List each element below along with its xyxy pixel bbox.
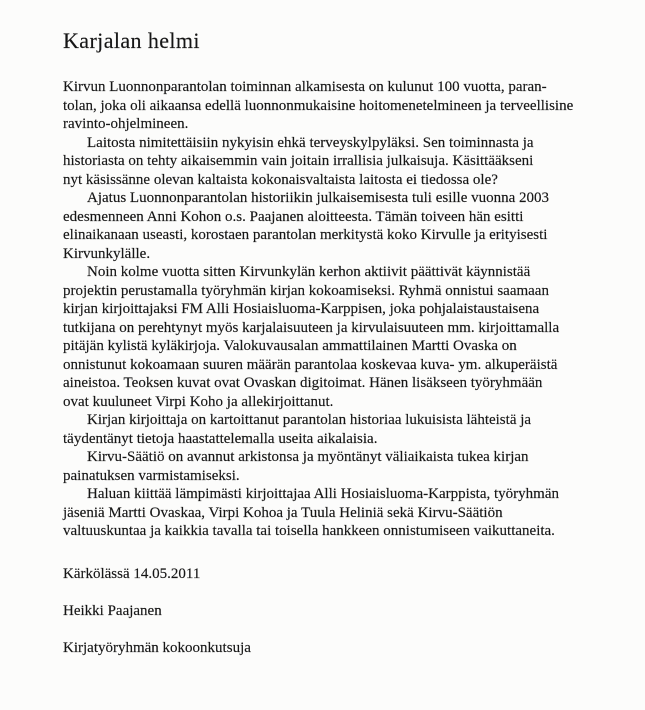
text-line: Kirvunkylälle. [63, 245, 151, 262]
text-line: elinaikanaan useasti, korostaen parantolan merkitystä koko Kirvulle ja erityisesti [63, 227, 548, 243]
paragraph-4 [63, 263, 608, 411]
text-line: tutkijana on perehtynyt myös karjalaisuuteen ja kirvulaisuuteen mm. kirjoittamalla [63, 319, 560, 336]
document-content [63, 28, 608, 657]
text-line: edesmenneen Anni Kohon o.s. Paajanen aloitteesta. Tämän toiveen hän esitti [63, 208, 524, 225]
dateline: Kärkölässä 14.05.2011 [63, 565, 201, 582]
document-body [63, 78, 608, 541]
text-line: ovat kuuluneet Virpi Koho ja allekirjoittanut. [63, 393, 334, 410]
text-line: tolan, joka oli aikaansa edellä luonnonmukaisine hoitomenetelmineen ja terveellisine [63, 97, 574, 114]
text-line: Laitosta nimitettäisiin nykyisin ehkä terveyskylpyläksi. Sen toiminnasta ja [87, 134, 534, 151]
text-line: Kirjan kirjoittaja on kartoittanut parantolan historiaa lukuisista lähteistä ja [87, 412, 532, 428]
text-line: Kirvun Luonnonparantolan toiminnan alkamisesta on kulunut 100 vuotta, paran- [63, 79, 547, 95]
text-line: valtuuskuntaa ja kaikkia tavalla tai toisella hankkeen onnistumiseen vaikuttaneita. [63, 523, 555, 539]
text-line: nyt käsissänne olevan kaltaista kokonaisvaltaista laitosta ei tiedossa ole? [63, 171, 498, 188]
text-line: Noin kolme vuotta sitten Kirvunkylän kerhon aktiivit päättivät käynnistää [87, 264, 531, 280]
text-line: Haluan kiittää lämpimästi kirjoittajaa Alli Hosiaisluoma-Karppista, työryhmän [87, 486, 559, 502]
text-line: painatuksen varmistamiseksi. [63, 467, 240, 484]
text-line: täydentänyt tietoja haastattelemalla useita aikalaisia. [63, 430, 378, 447]
paragraph-6 [63, 448, 608, 485]
text-line: jäseniä Martti Ovaskaa, Virpi Kohoa ja Tuula Heliniä sekä Kirvu-Säätiön [63, 504, 503, 521]
text-line: pitäjän kylistä kyläkirjoja. Valokuvausalan ammattilainen Martti Ovaska on [63, 338, 517, 354]
text-line: ravinto-ohjelmineen. [63, 116, 189, 132]
signature-name: Heikki Paajanen [63, 602, 162, 619]
text-line: aineistoa. Teoksen kuvat ovat Ovaskan digitoimat. Hänen lisäkseen työryhmään [63, 375, 543, 391]
text-line: historiasta on tehty aikaisemmin vain joitain irrallisia julkaisuja. Käsittääkseni [63, 153, 534, 169]
paragraph-5 [63, 411, 608, 448]
text-line: Kirvu-Säätiö on avannut arkistonsa ja myöntänyt väliaikaista tukea kirjan [87, 449, 529, 465]
paragraph-2 [63, 134, 608, 190]
paragraph-3 [63, 189, 608, 263]
text-line: kirjan kirjoittajaksi FM Alli Hosiaisluoma-Karppisen, joka pohjalaistaustaisena [63, 301, 540, 317]
signature-role: Kirjatyöryhmän kokoonkutsuja [63, 639, 251, 656]
closing-block [63, 565, 608, 658]
paragraph-7 [63, 485, 608, 541]
paragraph-1 [63, 78, 608, 134]
text-line: onnistunut kokoamaan suuren määrän parantolaa koskevaa kuva- ym. alkuperäistä [63, 356, 558, 373]
text-line: projektin perustamalla työryhmän kirjan kokoamiseksi. Ryhmä onnistui saamaan [63, 282, 549, 299]
text-line: Ajatus Luonnonparantolan historiikin julkaisemisesta tuli esille vuonna 2003 [87, 190, 550, 206]
document-title: Karjalan helmi [63, 28, 200, 53]
